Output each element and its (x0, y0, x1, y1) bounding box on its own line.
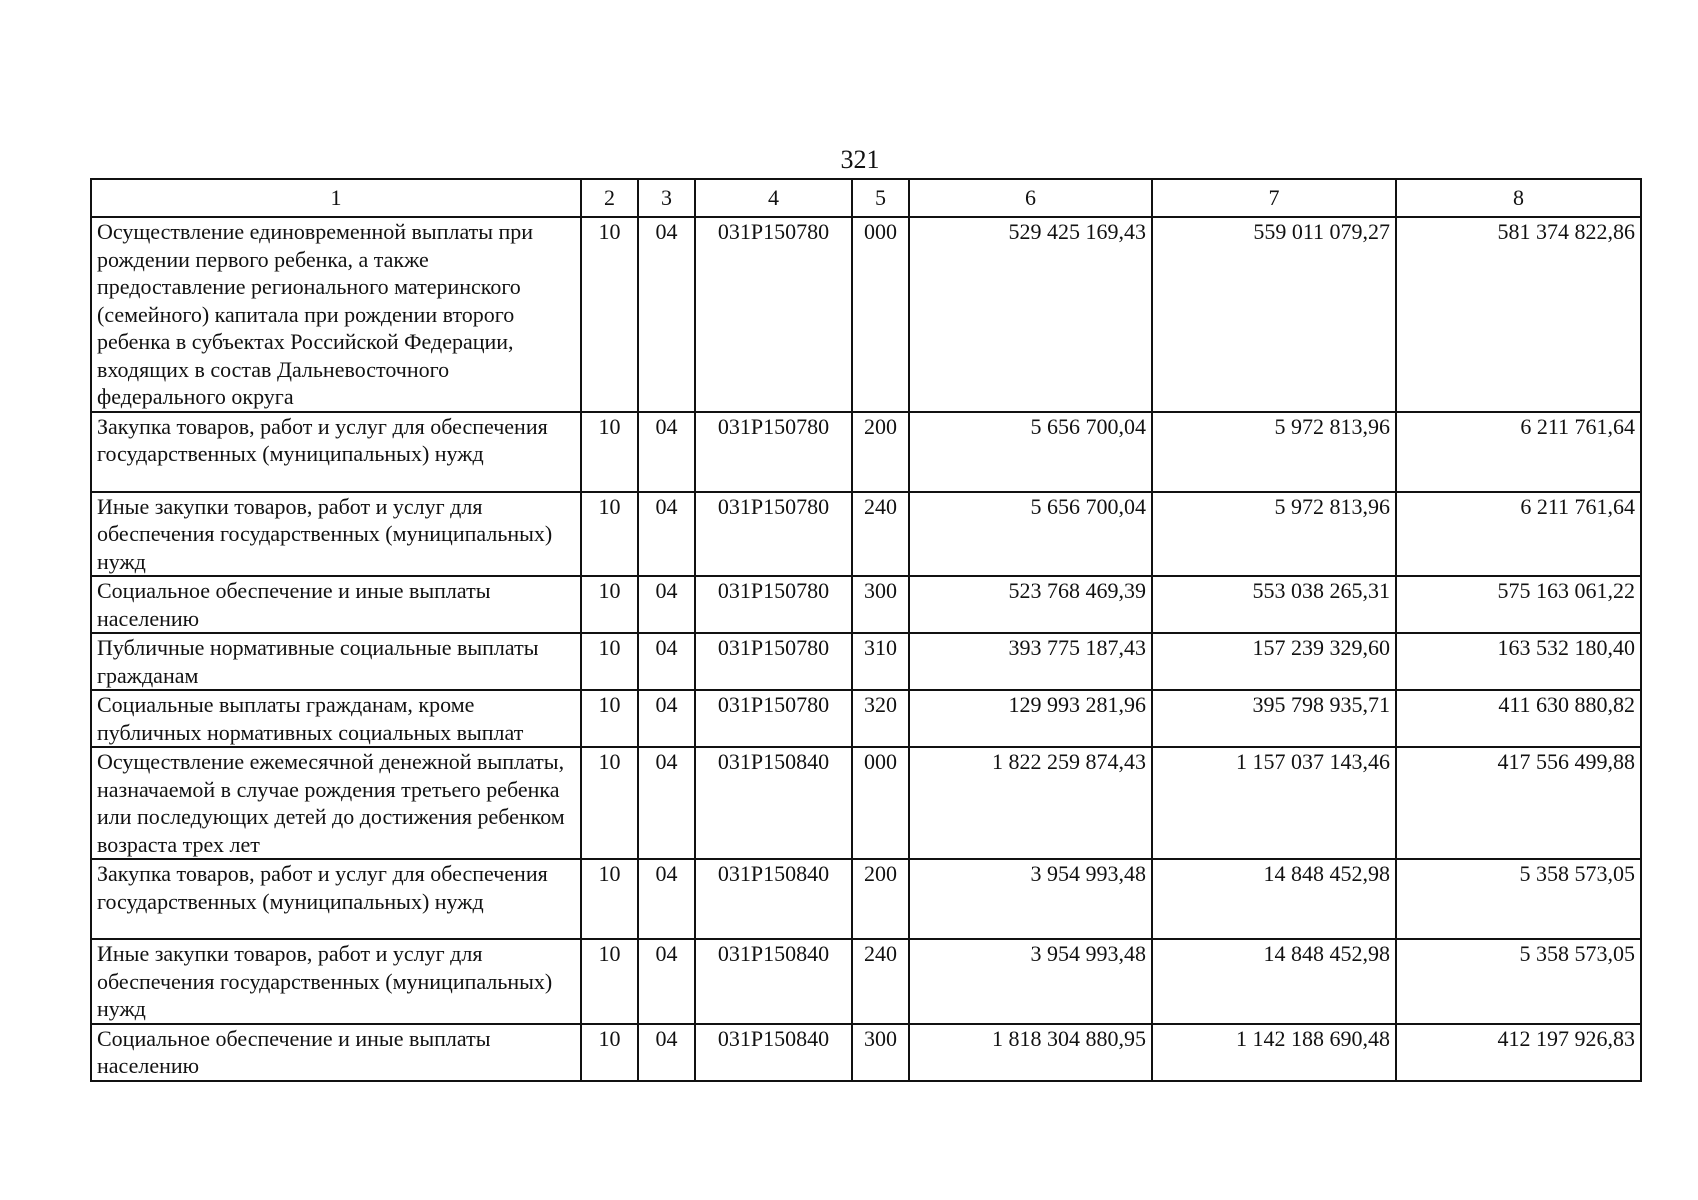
amount-col6: 1 822 259 874,43 (909, 747, 1152, 859)
expense-type-code: 300 (852, 1024, 909, 1081)
expense-type-code: 300 (852, 576, 909, 633)
section-code: 10 (581, 747, 638, 859)
target-article-code: 031P150840 (695, 859, 852, 939)
row-name: Иные закупки товаров, работ и услуг для обеспечения государственных (муниципальных) нужд (91, 939, 581, 1024)
subsection-code: 04 (638, 1024, 695, 1081)
expense-type-code: 000 (852, 747, 909, 859)
amount-col8: 5 358 573,05 (1396, 859, 1641, 939)
amount-col8: 575 163 061,22 (1396, 576, 1641, 633)
table-row (91, 492, 1641, 577)
amount-col6: 393 775 187,43 (909, 633, 1152, 690)
column-header: 5 (852, 179, 909, 217)
amount-col8: 417 556 499,88 (1396, 747, 1641, 859)
amount-col8: 163 532 180,40 (1396, 633, 1641, 690)
table-row (91, 217, 1641, 412)
amount-col8: 411 630 880,82 (1396, 690, 1641, 747)
subsection-code: 04 (638, 939, 695, 1024)
amount-col7: 14 848 452,98 (1152, 939, 1396, 1024)
amount-col7: 1 157 037 143,46 (1152, 747, 1396, 859)
subsection-code: 04 (638, 576, 695, 633)
target-article-code: 031P150840 (695, 1024, 852, 1081)
target-article-code: 031P150840 (695, 939, 852, 1024)
column-header: 1 (91, 179, 581, 217)
section-code: 10 (581, 217, 638, 412)
expense-type-code: 000 (852, 217, 909, 412)
expense-type-code: 320 (852, 690, 909, 747)
subsection-code: 04 (638, 217, 695, 412)
row-name: Публичные нормативные социальные выплаты гражданам (91, 633, 581, 690)
subsection-code: 04 (638, 633, 695, 690)
expense-type-code: 240 (852, 939, 909, 1024)
target-article-code: 031P150780 (695, 492, 852, 577)
table-header (91, 179, 1641, 217)
amount-col6: 5 656 700,04 (909, 412, 1152, 492)
amount-col8: 5 358 573,05 (1396, 939, 1641, 1024)
table-row (91, 576, 1641, 633)
expense-type-code: 200 (852, 412, 909, 492)
amount-col7: 553 038 265,31 (1152, 576, 1396, 633)
column-header: 8 (1396, 179, 1641, 217)
column-header: 2 (581, 179, 638, 217)
amount-col6: 3 954 993,48 (909, 859, 1152, 939)
row-name: Социальное обеспечение и иные выплаты населению (91, 576, 581, 633)
target-article-code: 031P150780 (695, 690, 852, 747)
amount-col7: 157 239 329,60 (1152, 633, 1396, 690)
row-name: Осуществление ежемесячной денежной выплаты, назначаемой в случае рождения третьего ребенка или последующих детей до достижения ребенком возраста трех лет (91, 747, 581, 859)
amount-col7: 1 142 188 690,48 (1152, 1024, 1396, 1081)
expense-type-code: 310 (852, 633, 909, 690)
subsection-code: 04 (638, 690, 695, 747)
page-number: 321 (840, 145, 880, 174)
column-header: 4 (695, 179, 852, 217)
section-code: 10 (581, 690, 638, 747)
amount-col8: 6 211 761,64 (1396, 412, 1641, 492)
column-header: 7 (1152, 179, 1396, 217)
section-code: 10 (581, 492, 638, 577)
table-row (91, 1024, 1641, 1081)
amount-col7: 559 011 079,27 (1152, 217, 1396, 412)
section-code: 10 (581, 1024, 638, 1081)
row-name: Иные закупки товаров, работ и услуг для обеспечения государственных (муниципальных) нужд (91, 492, 581, 577)
table-row (91, 633, 1641, 690)
table-row (91, 412, 1641, 492)
table-row (91, 690, 1641, 747)
section-code: 10 (581, 576, 638, 633)
subsection-code: 04 (638, 412, 695, 492)
row-name: Осуществление единовременной выплаты при рождении первого ребенка, а также предоставление регионального материнского (семейного) капитала при рождении второго ребенка в субъектах Российской Федерации, входящих в состав Дальневосточного федерального округа (91, 217, 581, 412)
expense-type-code: 240 (852, 492, 909, 577)
amount-col6: 129 993 281,96 (909, 690, 1152, 747)
amount-col6: 529 425 169,43 (909, 217, 1152, 412)
amount-col7: 5 972 813,96 (1152, 492, 1396, 577)
column-header: 3 (638, 179, 695, 217)
target-article-code: 031P150780 (695, 633, 852, 690)
amount-col6: 523 768 469,39 (909, 576, 1152, 633)
amount-col7: 5 972 813,96 (1152, 412, 1396, 492)
column-header: 6 (909, 179, 1152, 217)
section-code: 10 (581, 859, 638, 939)
target-article-code: 031P150840 (695, 747, 852, 859)
amount-col6: 5 656 700,04 (909, 492, 1152, 577)
row-name: Закупка товаров, работ и услуг для обеспечения государственных (муниципальных) нужд (91, 859, 581, 939)
row-name: Социальные выплаты гражданам, кроме публичных нормативных социальных выплат (91, 690, 581, 747)
target-article-code: 031P150780 (695, 217, 852, 412)
amount-col6: 3 954 993,48 (909, 939, 1152, 1024)
section-code: 10 (581, 633, 638, 690)
subsection-code: 04 (638, 492, 695, 577)
table-row (91, 747, 1641, 859)
amount-col8: 6 211 761,64 (1396, 492, 1641, 577)
section-code: 10 (581, 939, 638, 1024)
header-row (91, 179, 1641, 217)
amount-col6: 1 818 304 880,95 (909, 1024, 1152, 1081)
amount-col7: 395 798 935,71 (1152, 690, 1396, 747)
section-code: 10 (581, 412, 638, 492)
target-article-code: 031P150780 (695, 576, 852, 633)
amount-col8: 412 197 926,83 (1396, 1024, 1641, 1081)
budget-table (90, 178, 1642, 1082)
table-row (91, 859, 1641, 939)
target-article-code: 031P150780 (695, 412, 852, 492)
row-name: Закупка товаров, работ и услуг для обеспечения государственных (муниципальных) нужд (91, 412, 581, 492)
subsection-code: 04 (638, 747, 695, 859)
amount-col7: 14 848 452,98 (1152, 859, 1396, 939)
row-name: Социальное обеспечение и иные выплаты населению (91, 1024, 581, 1081)
table-row (91, 939, 1641, 1024)
subsection-code: 04 (638, 859, 695, 939)
expense-type-code: 200 (852, 859, 909, 939)
amount-col8: 581 374 822,86 (1396, 217, 1641, 412)
